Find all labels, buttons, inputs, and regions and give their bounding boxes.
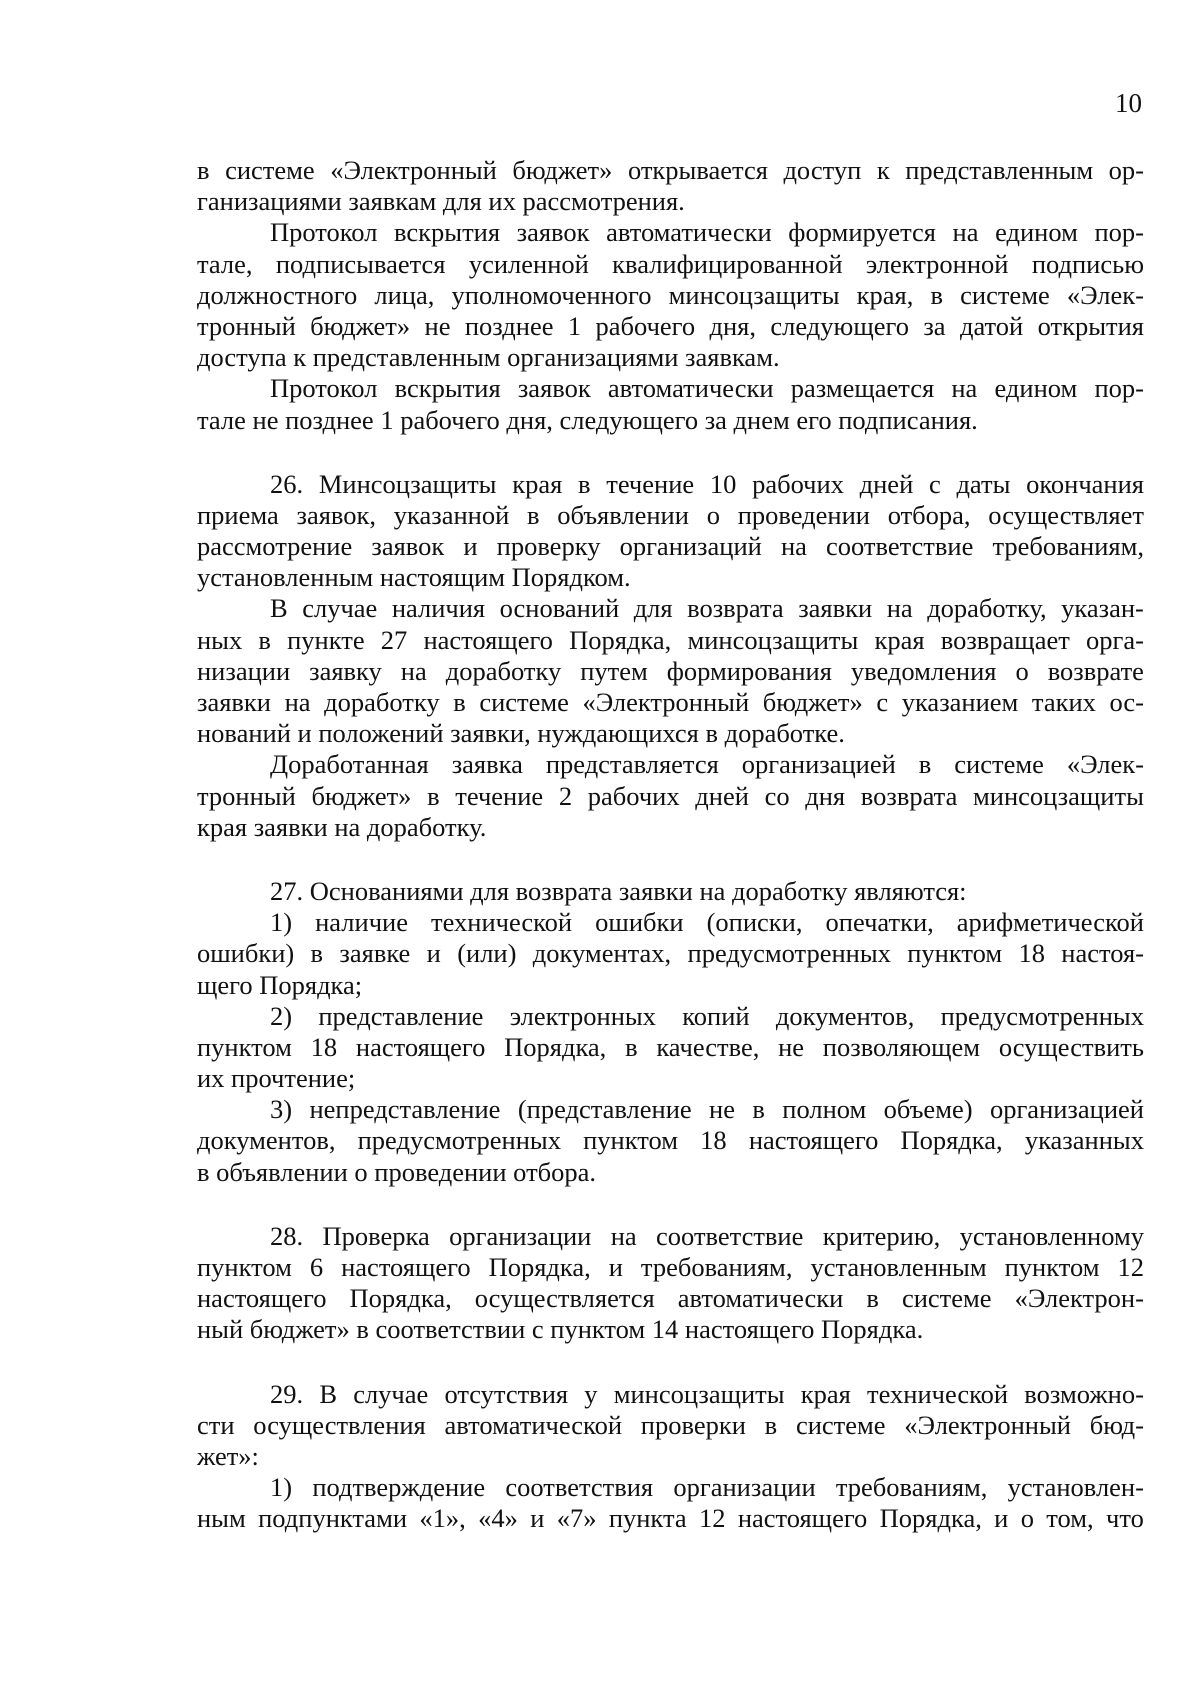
text-line: края заявки на доработку. (197, 811, 487, 842)
text-line: тале, подписывается усиленной квалифицированной электронной подписью (197, 248, 1144, 279)
paragraph (197, 217, 1144, 373)
paragraph (197, 1001, 1144, 1095)
paragraph (197, 1094, 1144, 1188)
paragraph (197, 876, 1144, 907)
paragraph (197, 1472, 1144, 1534)
text-line: в объявлении о проведении отбора. (197, 1156, 597, 1187)
document-body (197, 155, 1144, 1535)
text-line: документов, предусмотренных пунктом 18 настоящего Порядка, указанных (197, 1125, 1144, 1156)
paragraph (197, 373, 1144, 435)
text-line: низации заявку на доработку путем формирования уведомления о возврате (197, 655, 1144, 686)
text-line: жет»: (197, 1440, 259, 1471)
text-line: 2) представление электронных копий документов, предусмотренных (270, 1000, 1144, 1031)
text-line: 29. В случае отсутствия у минсоцзащиты края технической возможно- (270, 1378, 1144, 1409)
text-line: приема заявок, указанной в объявлении о проведении отбора, осуществляет (197, 499, 1144, 530)
text-line: Доработанная заявка представляется организацией в системе «Элек- (270, 749, 1144, 780)
paragraph (197, 469, 1144, 594)
text-line: ных в пункте 27 настоящего Порядка, минсоцзащиты края возвращает орга- (197, 624, 1144, 655)
text-line: доступа к представленным организациями заявкам. (197, 342, 780, 373)
text-line: заявки на доработку в системе «Электронный бюджет» с указанием таких ос- (197, 687, 1144, 717)
text-line: их прочтение; (197, 1063, 356, 1094)
text-line: сти осуществления автоматической проверки в системе «Электронный бюд- (197, 1409, 1144, 1440)
text-line: В случае наличия оснований для возврата заявки на доработку, указан- (270, 593, 1144, 624)
text-line: пунктом 18 настоящего Порядка, в качестве, не позволяющем осуществить (197, 1031, 1144, 1062)
text-line: 28. Проверка организации на соответствие критерию, установленному (270, 1220, 1144, 1251)
text-line: ным подпунктами «1», «4» и «7» пункта 12 настоящего Порядка, и о том, что (197, 1503, 1144, 1534)
text-line: 1) подтверждение соответствия организации требованиям, установлен- (270, 1472, 1144, 1503)
text-line: пунктом 6 настоящего Порядка, и требованиям, установленным пунктом 12 (197, 1252, 1144, 1282)
text-line: Протокол вскрытия заявок автоматически формируется на едином пор- (270, 217, 1144, 248)
text-line: ошибки) в заявке и (или) документах, предусмотренных пунктом 18 настоя- (197, 938, 1144, 969)
paragraph (197, 155, 1144, 217)
text-line: 3) непредставление (представление не в полном объеме) организацией (270, 1094, 1144, 1125)
paragraph (197, 907, 1144, 1001)
text-line: Протокол вскрытия заявок автоматически размещается на едином пор- (270, 373, 1144, 404)
text-line: 1) наличие технической ошибки (описки, опечатки, арифметической (270, 907, 1144, 938)
paragraph (197, 593, 1144, 749)
page-number: 10 (1115, 88, 1142, 118)
text-line: рассмотрение заявок и проверку организаций на соответствие требованиям, (197, 531, 1144, 562)
text-line: должностного лица, уполномоченного минсоцзащиты края, в системе «Элек- (197, 279, 1144, 310)
text-line: 27. Основаниями для возврата заявки на доработку являются: (270, 875, 967, 906)
text-line: тале не позднее 1 рабочего дня, следующего за днем его подписания. (197, 404, 978, 435)
text-line: тронный бюджет» не позднее 1 рабочего дня, следующего за датой открытия (197, 310, 1144, 341)
paragraph-gap (197, 436, 1144, 469)
text-line: установленным настоящим Порядком. (197, 562, 631, 593)
paragraph (197, 749, 1144, 843)
text-line: ганизациями заявкам для их рассмотрения. (197, 186, 685, 217)
text-line: щего Порядка; (197, 969, 363, 1000)
text-line: настоящего Порядка, осуществляется автоматически в системе «Электрон- (197, 1283, 1144, 1314)
paragraph-gap (197, 1188, 1144, 1221)
paragraph (197, 1379, 1144, 1473)
text-line: нований и положений заявки, нуждающихся в доработке. (197, 718, 845, 749)
paragraph-gap (197, 843, 1144, 876)
text-line: 26. Минсоцзащиты края в течение 10 рабочих дней с даты окончания (270, 468, 1144, 499)
paragraph-gap (197, 1346, 1144, 1379)
text-line: тронный бюджет» в течение 2 рабочих дней со дня возврата минсоцзащиты (197, 780, 1144, 811)
paragraph (197, 1221, 1144, 1346)
text-line: ный бюджет» в соответствии с пунктом 14 настоящего Порядка. (197, 1314, 924, 1345)
text-line: в системе «Электронный бюджет» открывается доступ к представленным ор- (197, 155, 1144, 185)
